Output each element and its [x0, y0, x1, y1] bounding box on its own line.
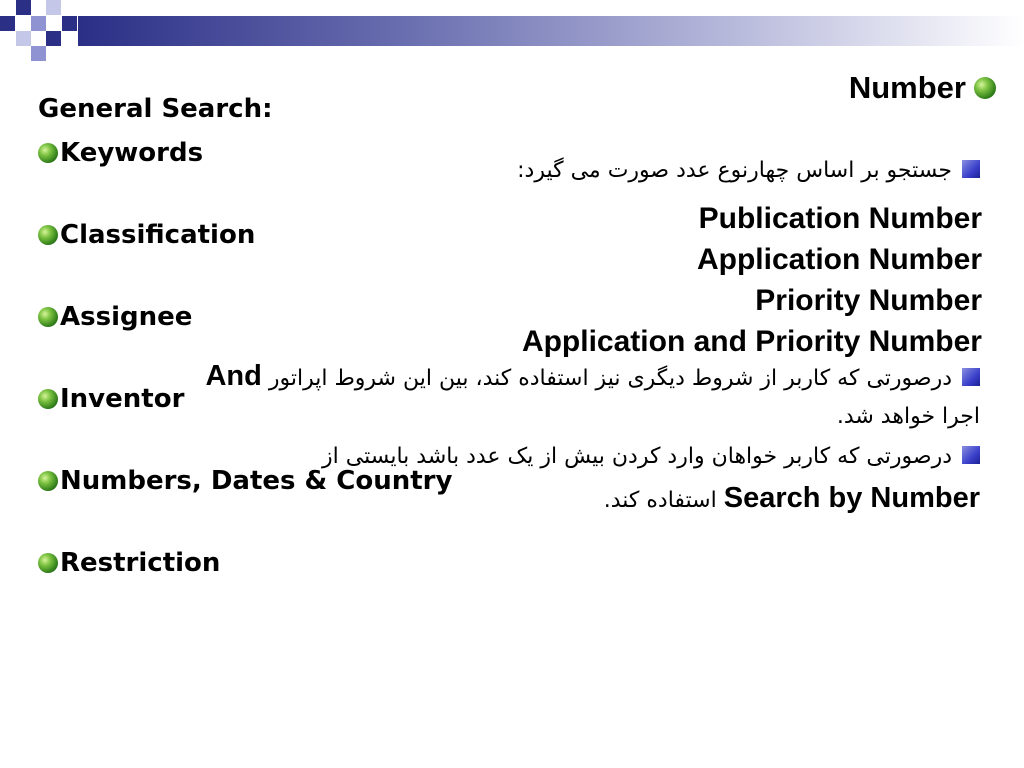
search-by-number-keyword: Search by Number [723, 482, 980, 514]
green-ball-bullet-icon [38, 553, 58, 573]
square-bullet-icon [962, 160, 980, 178]
and-note-text-line2: اجرا خواهد شد. [836, 404, 980, 429]
green-ball-bullet-icon [974, 77, 996, 99]
general-search-heading: General Search: [38, 94, 273, 124]
green-ball-bullet-icon [38, 471, 58, 491]
green-ball-bullet-icon [38, 307, 58, 327]
green-ball-bullet-icon [38, 143, 58, 163]
list-item [38, 546, 452, 628]
and-operator-note [205, 360, 980, 393]
multi-number-text-end: استفاده کند. [603, 488, 717, 513]
list-item [38, 218, 452, 300]
list-item-label: Classification [60, 220, 256, 250]
multi-number-note-line2 [604, 482, 980, 515]
intro-text: جستجو بر اساس چهارنوع عدد صورت می گیرد: [517, 158, 952, 183]
and-keyword: And [205, 360, 262, 392]
square-bullet-icon [962, 368, 980, 386]
list-item-label: Restriction [60, 548, 221, 578]
header-mosaic [0, 0, 80, 64]
number-type-item: Application Number [696, 243, 982, 276]
and-note-text: درصورتی که کاربر از شروط دیگری نیز استفاده کند، بین این شروط اپراتور [268, 366, 952, 391]
number-type-item: Publication Number [698, 202, 982, 235]
number-types-list [522, 198, 982, 362]
and-operator-note-line2 [837, 404, 980, 429]
list-item-label: Inventor [60, 384, 185, 414]
multi-number-note [322, 444, 980, 469]
list-item [38, 136, 452, 218]
number-types-intro [517, 158, 980, 183]
list-item [38, 464, 452, 546]
number-type-item: Priority Number [755, 284, 982, 317]
list-item-label: Numbers, Dates & Country [60, 466, 453, 496]
slide-title-text: Number [848, 70, 966, 105]
header-gradient-bar [78, 16, 1024, 46]
multi-number-text: درصورتی که کاربر خواهان وارد کردن بیش از یک عدد باشد بایستی از [322, 444, 952, 469]
square-bullet-icon [962, 446, 980, 464]
list-item-label: Assignee [60, 302, 193, 332]
list-item-label: Keywords [60, 138, 204, 168]
green-ball-bullet-icon [38, 389, 58, 409]
green-ball-bullet-icon [38, 225, 58, 245]
slide-title [849, 70, 996, 106]
number-type-item: Application and Priority Number [521, 325, 982, 358]
